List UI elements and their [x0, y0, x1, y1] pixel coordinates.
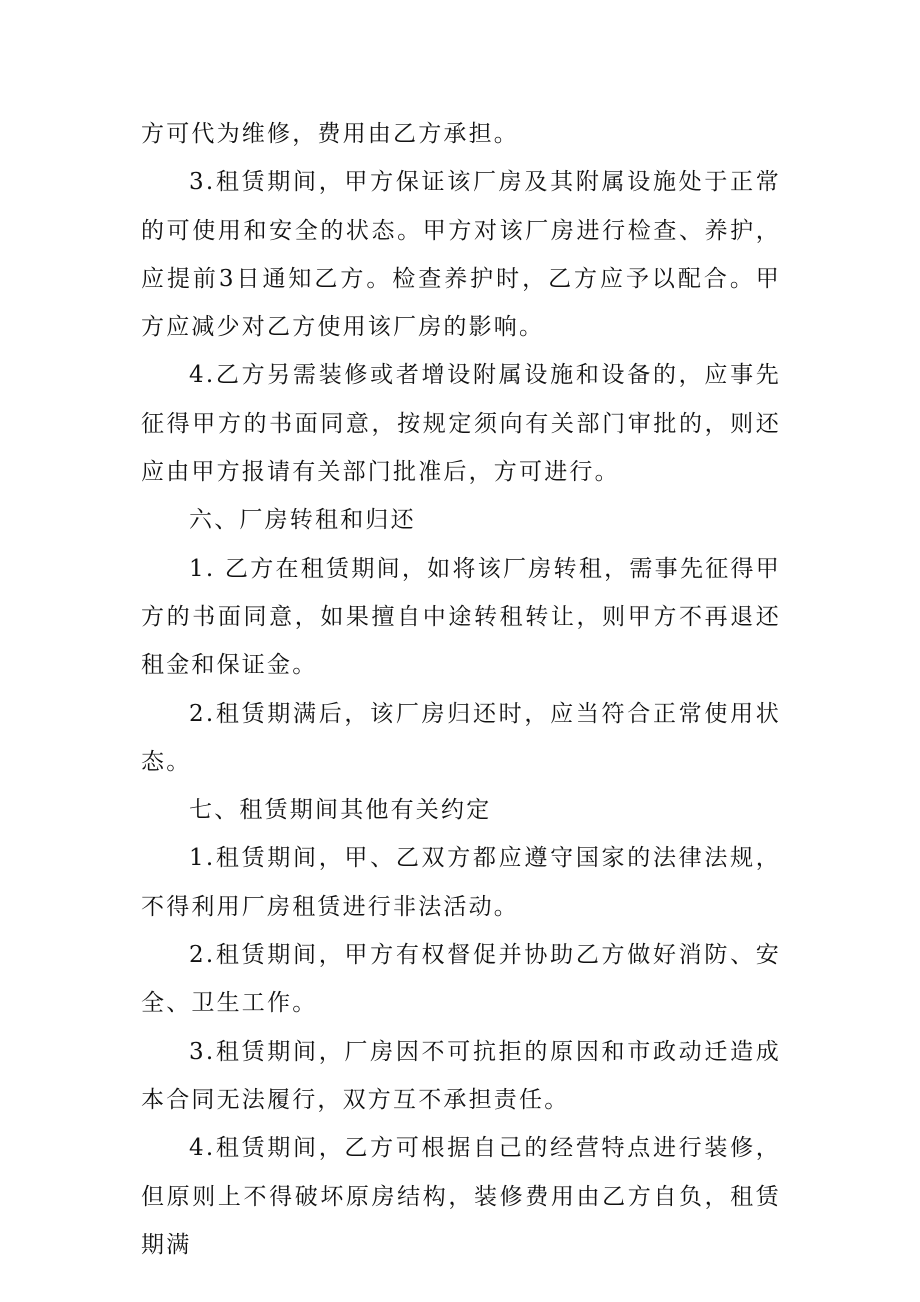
- paragraph-clause-6-2: 2.租赁期满后，该厂房归还时，应当符合正常使用状态。: [141, 700, 781, 775]
- paragraph-continuation: 方可代为维修，费用由乙方承担。: [141, 121, 519, 147]
- paragraph-clause-7-3: 3.租赁期间，厂房因不可抗拒的原因和市政动迁造成本合同无法履行，双方互不承担责任。: [141, 1038, 781, 1113]
- paragraph-clause-6-1: 1. 乙方在租赁期间，如将该厂房转租，需事先征得甲方的书面同意，如果擅自中途转租转让，则甲方不再退还租金和保证金。: [141, 555, 781, 679]
- section-heading-7: 七、租赁期间其他有关约定: [189, 797, 492, 824]
- paragraph-clause-7-4: 4.租赁期间，乙方可根据自己的经营特点进行装修，但原则上不得破坏原房结构，装修费用由乙方自负，租赁期满: [141, 1135, 781, 1258]
- section-heading-6: 六、厂房转租和归还: [189, 507, 416, 534]
- paragraph-clause-7-1: 1.租赁期间，甲、乙双方都应遵守国家的法律法规，不得利用厂房租赁进行非法活动。: [141, 845, 781, 920]
- paragraph-clause-7-2: 2.租赁期间，甲方有权督促并协助乙方做好消防、安全、卫生工作。: [141, 942, 781, 1017]
- paragraph-clause-5-3: 3.租赁期间，甲方保证该厂房及其附属设施处于正常的可使用和安全的状态。甲方对该厂房进行检查、养护，应提前3日通知乙方。检查养护时，乙方应予以配合。甲方应减少对乙方使用该厂房的影响。: [141, 169, 781, 341]
- document-body: [141, 110, 781, 1269]
- paragraph-clause-5-4: 4.乙方另需装修或者增设附属设施和设备的，应事先征得甲方的书面同意，按规定须向有关部门审批的，则还应由甲方报请有关部门批准后，方可进行。: [141, 362, 781, 486]
